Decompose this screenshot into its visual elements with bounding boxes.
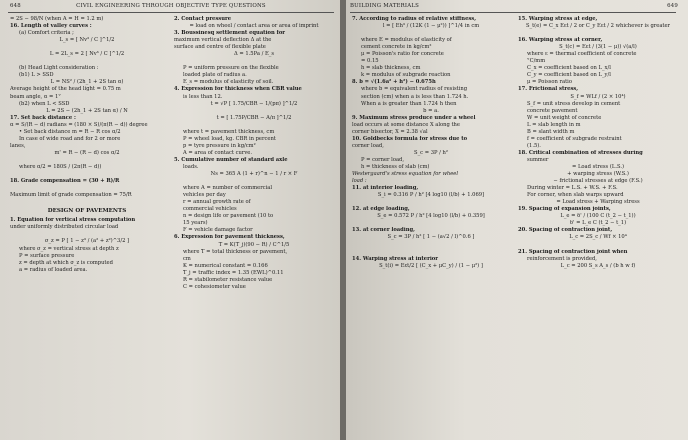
text-line: r = annual growth rate of: [183, 199, 251, 206]
text-line: 2. Contact pressure: [174, 16, 232, 22]
text-line: P = surface pressure: [19, 252, 75, 259]
text-line: is less than 12.: [183, 93, 223, 100]
text-line: 17. Set back distance :: [10, 114, 76, 121]
text-line: S_f = unit stress develop in cement: [527, 100, 621, 107]
text-line: loads.: [183, 163, 199, 170]
text-line: 21. Spacing of contraction joint when: [518, 248, 628, 255]
running-head: CIVIL ENGINEERING THROUGH OBJECTIVE TYPE QUESTIONS: [76, 3, 266, 9]
text-line: [174, 122, 334, 129]
text-line: 9. Maximum stress produce under a wheel: [352, 114, 476, 121]
text-line: [352, 30, 510, 37]
text-line: S_c = 3P / h²: [414, 149, 448, 156]
text-line: (1.5).: [527, 142, 541, 149]
text-line: C_x = coefficient based on L_x/l: [527, 65, 611, 72]
text-line: 6. Expression for pavement thickness,: [174, 234, 285, 241]
text-line: C_y = coefficient based on L_y/l: [527, 72, 611, 79]
text-line: B = slant width m: [527, 128, 575, 135]
text-line: z = depth at which σ_z is computed: [19, 259, 113, 266]
text-line: S_t(c) = Eεt / (3(1 − μ)) √(a/l): [559, 44, 637, 51]
right-column-1: [352, 16, 510, 270]
right-page: [346, 0, 688, 440]
text-line: 18. Critical combination of stresses during: [518, 149, 643, 156]
text-line: t = [ 1.75P/CBR − A/π ]^1/2: [216, 114, 292, 121]
text-line: p = tyre pressure in kg/cm²: [183, 142, 256, 149]
text-line: 11. at interior loading,: [352, 185, 419, 192]
text-line: [352, 249, 510, 256]
text-line: P = uniform pressure on the flexible: [183, 65, 279, 72]
text-line: S_t(e) = C_x Eεt / 2 or C_y Eεt / 2 whichever is greater: [525, 23, 671, 30]
text-line: lanes,: [10, 142, 26, 149]
text-line: σ_z = P [ 1 − z³ / (a² + z²)^3/2 ]: [44, 238, 130, 245]
header-rule: [350, 12, 676, 13]
text-line: [10, 58, 164, 65]
text-line: where E = modulus of elasticity of: [361, 37, 452, 44]
text-line: concrete pavement: [527, 107, 578, 114]
text-line: where t = pavement thickness, cm: [183, 128, 275, 135]
text-line: + warping stress (W.S.): [567, 171, 629, 178]
text-line: where ε = thermal coefficient of concrete: [527, 51, 637, 58]
text-line: L_e = δ' / (100 C (t_2 − t_1)): [560, 213, 636, 220]
text-line: = 0.15: [361, 58, 379, 65]
text-line: α = S/(R − d) radians = (180 × S)/(π(R − d)) degree: [10, 121, 148, 128]
text-line: = Load stress (L.S.): [571, 163, 625, 170]
text-line: Maximum limit of grade compensation = 75/R: [10, 192, 132, 199]
text-line: L_c = 2S_c / Wf × 10⁴: [569, 234, 627, 241]
text-line: load :: [352, 178, 367, 185]
text-line: L = 2S − (2h_1 + 2S tan α) / N: [46, 107, 128, 114]
text-line: t = √P [ 1.75/CBR − 1/(pπ) ]^1/2: [210, 100, 298, 107]
text-line: P = wheel load, kg. CBR in percent: [183, 135, 276, 142]
text-line: 14. Warping stress at interior: [352, 255, 438, 262]
text-line: P = corner load,: [361, 156, 405, 163]
text-line: L = 2L_s = 2 [ Nv³ / C ]^1/2: [49, 51, 125, 58]
header-rule: [8, 12, 334, 13]
text-line: L_s = [ Nv³ / C ]^1/2: [59, 37, 115, 44]
text-line: K = numerical constant = 0.166: [183, 262, 268, 269]
text-line: [174, 178, 334, 185]
text-line: cement concrete in kg/cm²: [361, 44, 432, 51]
text-line: L_c = 200 S_s A_s / (b h w f): [560, 262, 636, 269]
text-line: surface and centre of flexible plate: [174, 44, 266, 51]
text-line: n = design life or pavement (10 to: [183, 213, 274, 220]
text-line: During winter = L.S. + W.S. + F.S.: [527, 185, 618, 192]
text-line: S_c = 3P / h² [ 1 − (a√2 / l)^0.6 ]: [387, 234, 475, 241]
text-line: where σ_z = vertical stress at depth z: [19, 245, 119, 252]
page-number: 648: [10, 3, 21, 9]
text-line: h = slab thickness, cm: [361, 65, 421, 72]
text-line: under uniformly distributed circular load: [10, 224, 119, 231]
text-line: L = slab length in m: [527, 121, 581, 128]
text-line: [352, 242, 510, 249]
text-line: When a is greater than 1.724 h then: [361, 100, 457, 107]
text-line: [518, 242, 678, 249]
text-line: beam angle, α = 1°: [10, 93, 61, 100]
text-line: 10. Goldbecks formula for stress due to: [352, 135, 468, 142]
text-line: f = coefficient of subgrade restraint: [527, 135, 622, 142]
text-line: where b = equivalent radius of resisting: [361, 86, 468, 93]
text-line: [10, 44, 164, 51]
text-line: S_t(i) = Eεt/2 [ (C_x + μC_y) / (1 − μ²) ]: [379, 262, 483, 269]
text-line: [518, 30, 678, 37]
text-line: T = K(T_j)(90 − R) / C^1/5: [218, 241, 290, 248]
text-line: S_f = WLf / (2 × 10⁴): [570, 93, 626, 100]
text-line: δ' = L_e C (t_2 − t_1): [569, 220, 627, 227]
text-line: [10, 199, 164, 206]
page-number: 649: [667, 3, 678, 9]
text-line: C = cohesiometer value: [183, 283, 246, 290]
text-line: 19. Spacing of expansion joints,: [518, 206, 611, 213]
text-line: = load on wheel / contact area or area of imprint: [189, 23, 319, 30]
text-line: loaded plate of radius a.: [183, 72, 247, 79]
text-line: a = radius of loaded area.: [19, 266, 88, 273]
text-line: where α/2 = 180S / (2π(R − d)): [19, 163, 102, 170]
text-line: (b1) L > SSD: [19, 72, 54, 79]
text-line: T_j = traffic index = 1.35 (EWL)^0.11: [183, 269, 284, 276]
text-line: 8. b = √(1.6a² + h²) − 0.675h: [352, 79, 436, 86]
left-column-2: [174, 16, 334, 291]
text-line: 17. Frictional stress,: [518, 86, 579, 93]
text-line: summer: [527, 156, 549, 163]
text-line: Δ = 1.5Pa / E_s: [233, 51, 275, 58]
text-line: [10, 231, 164, 238]
text-line: W = unit weight of concrete: [527, 114, 602, 121]
text-line: [10, 157, 164, 164]
text-line: reinforcement is provided,: [527, 255, 597, 262]
text-line: μ = Poisson's ratio for concrete: [361, 51, 444, 58]
left-page: [0, 0, 342, 440]
text-line: (b2) when L < SSD: [19, 100, 70, 107]
text-line: cm: [183, 255, 191, 262]
text-line: 1. Equation for vertical stress computation: [10, 217, 136, 224]
text-line: Ns = 365 A (1 + r)^n − 1 / r × F: [210, 171, 298, 178]
text-line: [174, 108, 334, 115]
text-line: A = area of contact curve.: [183, 149, 253, 156]
text-line: corner load,: [352, 142, 384, 149]
text-line: 7. According to radius of relative stiffness,: [352, 16, 477, 22]
right-column-2: [518, 16, 678, 270]
text-line: DESIGN OF PAVEMENTS: [47, 208, 127, 215]
text-line: − frictional stresses at edge (F.S.): [553, 178, 643, 185]
text-line: (b) Head Light consideration :: [19, 65, 99, 72]
text-line: = Load stress + Warping stress: [556, 199, 640, 206]
text-line: b = a.: [423, 107, 439, 114]
text-line: S_e = 0.572 P / h² [4 log10 (l/b) + 0.359]: [377, 213, 485, 220]
text-line: R = stabilometer resistance value: [183, 276, 273, 283]
text-line: S_i = 0.316 P / h² [4 log10 (l/b) + 1.069]: [377, 192, 485, 199]
text-line: 5. Cumulative number of standard axle: [174, 156, 288, 163]
text-line: [10, 171, 164, 178]
text-line: where A = number of commercial: [183, 185, 272, 192]
text-line: 20. Spacing of contraction joint,: [518, 227, 613, 234]
text-line: L = NS² / (2h_1 + 2S tan α): [50, 79, 124, 86]
text-line: m' = R − (R − d) cos α/2: [54, 149, 120, 156]
text-line: (a) Comfort criteria ;: [19, 30, 74, 37]
text-line: μ = Poisson ratio: [527, 79, 572, 86]
text-line: 18. Grade compensation = (30 + R)/R: [10, 178, 120, 185]
text-line: vehicles per day: [183, 192, 226, 199]
text-line: = 2S − 98/N (when A = H = 1.2 m): [10, 16, 104, 22]
text-line: E_s = modulus of elasticity of soil.: [183, 79, 274, 86]
left-column-1: [10, 16, 164, 274]
text-line: [10, 185, 164, 192]
text-line: 16. Length of valley curves :: [10, 23, 92, 30]
text-line: h = thickness of slab (cm): [361, 163, 430, 170]
text-line: load occurs at some distance X along the: [352, 121, 460, 128]
text-line: 15. Warping stress at edge,: [518, 16, 598, 22]
text-line: 3. Boussinesq settlement equation for: [174, 30, 286, 37]
text-line: Average height of the head light = 0.75 m: [10, 86, 121, 93]
text-line: For corner, when slab warps upward: [527, 192, 624, 199]
text-line: 4. Expression for thickness when CBR value: [174, 86, 302, 93]
text-line: [352, 199, 510, 206]
text-line: section (cm) when a is less than 1.724 h.: [361, 93, 469, 100]
text-line: 12. at edge loading,: [352, 206, 410, 213]
text-line: where T = total thickness or pavement,: [183, 248, 288, 255]
text-line: k = modulus of subgrade reaction: [361, 72, 451, 79]
text-line: • Set back distance m = R − R cos α/2: [19, 128, 121, 135]
text-line: 13. at corner loading,: [352, 227, 415, 234]
text-line: °C/mm: [527, 58, 546, 65]
text-line: l = [ Eh³ / (12K (1 − μ²)) ]^1/4 in cm: [382, 23, 480, 30]
text-line: In case of wide road and for 2 or more: [19, 135, 121, 142]
text-line: 15 years): [183, 220, 208, 227]
text-line: [352, 220, 510, 227]
text-line: 16. Warping stress at corner,: [518, 37, 603, 44]
text-line: commercial vehicles: [183, 206, 237, 213]
text-line: maximum vertical deflection Δ at the: [174, 37, 272, 44]
text-line: corner bisector, X = 2.38 √al: [352, 128, 428, 135]
running-head: BUILDING MATERIALS: [350, 3, 420, 9]
text-line: F = vehicle damage factor: [183, 227, 253, 234]
text-line: [174, 58, 334, 65]
text-line: Westergaard's stress equation for wheel: [352, 171, 459, 178]
